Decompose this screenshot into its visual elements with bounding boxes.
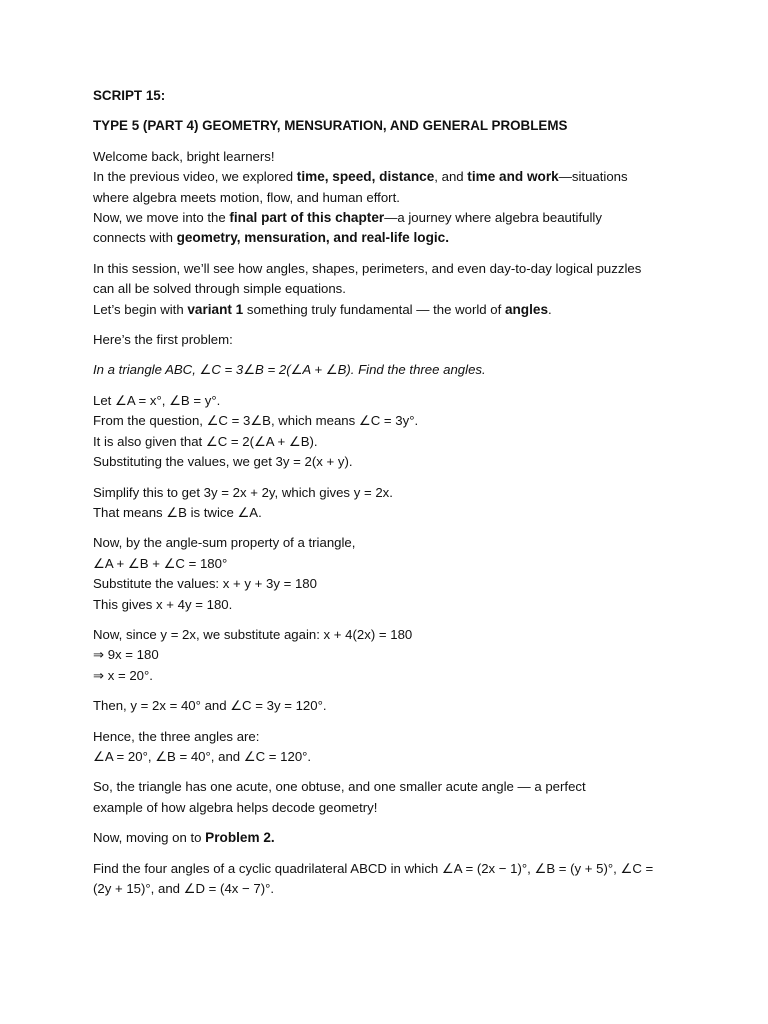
step-4-line-3: ⇒ x = 20°. [93, 667, 153, 683]
intro-line-5 [93, 228, 683, 248]
session-paragraph [93, 259, 683, 320]
step-1-line-2: From the question, ∠C = 3∠B, which means ∠C = 3y°. [93, 413, 419, 429]
step-3-line-4: This gives x + 4y = 180. [93, 596, 233, 612]
session-text: something truly fundamental — the world of [243, 301, 505, 317]
problem-2-label: Problem 2. [205, 830, 275, 846]
solution-step-3 [93, 533, 683, 615]
conclusion-paragraph [93, 777, 683, 818]
intro-text: In the previous video, we explored [93, 169, 297, 185]
intro-bold-term: time and work [467, 169, 559, 185]
intro-line-3: where algebra meets motion, flow, and human effort. [93, 189, 400, 205]
session-bold-term: angles [504, 301, 549, 317]
next-problem-text: Now, moving on to [93, 830, 206, 846]
intro-bold-term: time, speed, distance [296, 169, 435, 185]
problem-1-statement [93, 360, 683, 380]
solution-step-6 [93, 727, 683, 768]
session-text: . [548, 301, 552, 317]
next-problem-intro [93, 828, 683, 848]
first-problem-intro [93, 330, 683, 350]
step-2-line-1: Simplify this to get 3y = 2x + 2y, which gives y = 2x. [93, 484, 393, 500]
intro-line-2 [93, 167, 683, 187]
script-title-text: SCRIPT 15: [93, 88, 166, 103]
intro-text: connects with [93, 230, 177, 246]
solution-step-1 [93, 391, 683, 473]
step-4-line-1: Now, since y = 2x, we substitute again: x + 4(2x) = 180 [93, 626, 413, 642]
problem-2-line-2: (2y + 15)°, and ∠D = (4x − 7)°. [93, 881, 275, 896]
session-line-3 [93, 300, 683, 320]
session-bold-term: variant 1 [187, 301, 244, 317]
step-2-line-2: That means ∠B is twice ∠A. [93, 504, 262, 520]
intro-paragraph [93, 147, 683, 249]
conclusion-line-1: So, the triangle has one acute, one obtuse, and one smaller acute angle — a perfect [93, 779, 586, 795]
document-page [93, 86, 683, 909]
section-title [93, 116, 683, 136]
session-line-2: can all be solved through simple equations. [93, 281, 346, 297]
step-3-line-1: Now, by the angle-sum property of a triangle, [93, 535, 356, 551]
conclusion-line-2: example of how algebra helps decode geometry! [93, 799, 378, 815]
session-line-1: In this session, we’ll see how angles, shapes, perimeters, and even day-to-day logical puzzles [93, 260, 642, 276]
step-1-line-1: Let ∠A = x°, ∠B = y°. [93, 392, 221, 408]
problem-1-text: In a triangle ABC, ∠C = 3∠B = 2(∠A + ∠B). Find the three angles. [93, 362, 486, 378]
intro-text: —situations [558, 169, 628, 185]
intro-text: , and [434, 169, 468, 185]
step-3-line-3: Substitute the values: x + y + 3y = 180 [93, 576, 317, 592]
intro-text: —a journey where algebra beautifully [384, 210, 602, 226]
step-3-line-2: ∠A + ∠B + ∠C = 180° [93, 555, 228, 571]
step-1-line-3: It is also given that ∠C = 2(∠A + ∠B). [93, 433, 318, 449]
session-text: Let’s begin with [93, 301, 188, 317]
step-6-line-2: ∠A = 20°, ∠B = 40°, and ∠C = 120°. [93, 748, 312, 764]
step-1-line-4: Substituting the values, we get 3y = 2(x + y). [93, 454, 353, 470]
solution-step-2 [93, 483, 683, 524]
problem-2-line-1: Find the four angles of a cyclic quadrilateral ABCD in which ∠A = (2x − 1)°, ∠B = (y + 5)°, ∠C = [93, 860, 654, 876]
solution-step-4 [93, 625, 683, 686]
step-5-line-1: Then, y = 2x = 40° and ∠C = 3y = 120°. [93, 698, 327, 714]
section-title-text: TYPE 5 (PART 4) GEOMETRY, MENSURATION, AND GENERAL PROBLEMS [93, 118, 568, 134]
intro-line-1: Welcome back, bright learners! [93, 148, 275, 164]
solution-step-5 [93, 696, 683, 716]
next-problem-line [93, 828, 683, 848]
intro-bold-term: final part of this chapter [229, 210, 385, 226]
step-4-line-2: ⇒ 9x = 180 [93, 647, 159, 663]
script-title [93, 86, 683, 106]
intro-text: Now, we move into the [93, 210, 230, 226]
problem-2-statement [93, 859, 683, 900]
intro-bold-term: geometry, mensuration, and real-life logic. [176, 230, 450, 246]
step-6-line-1: Hence, the three angles are: [93, 728, 260, 744]
intro-line-4 [93, 208, 683, 228]
first-problem-intro-text: Here’s the first problem: [93, 332, 233, 348]
